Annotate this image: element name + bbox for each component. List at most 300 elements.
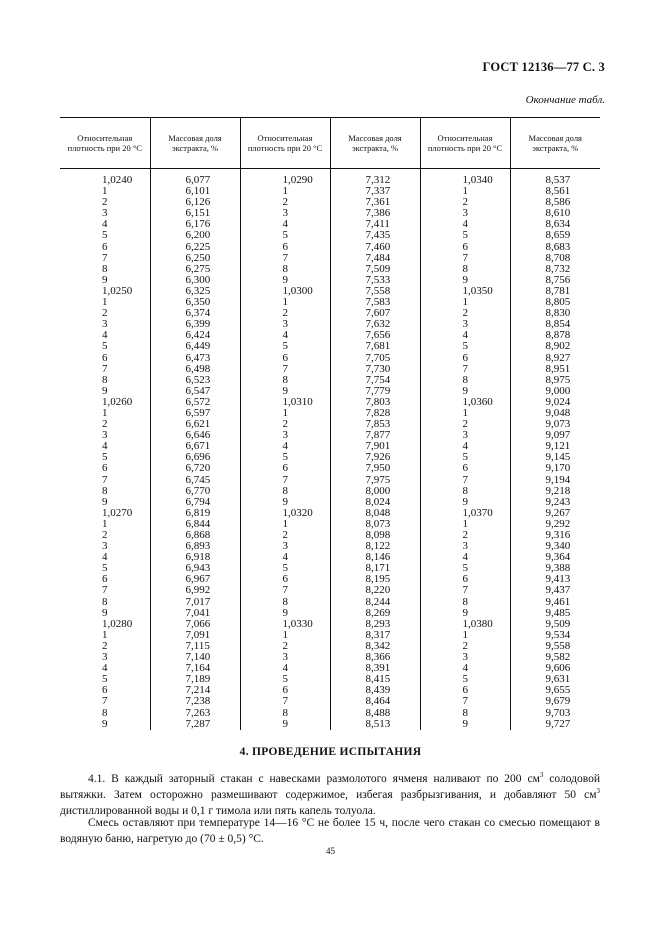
table-row — [60, 353, 600, 364]
density-cell: 3 — [420, 652, 510, 663]
extract-cell: 8,659 — [510, 230, 600, 241]
extract-cell: 6,275 — [150, 264, 240, 275]
col-header-extract-3: Массовая доля экстракта, % — [510, 118, 600, 169]
extract-cell: 7,705 — [330, 353, 420, 364]
extract-cell: 7,853 — [330, 419, 420, 430]
extract-cell: 6,547 — [150, 386, 240, 397]
density-cell: 8 — [240, 486, 330, 497]
table-row — [60, 563, 600, 574]
density-cell: 9 — [102, 495, 108, 508]
table-row — [60, 708, 600, 719]
density-cell: 3 — [102, 318, 108, 331]
extract-cell: 6,325 — [150, 286, 240, 297]
extract-cell: 7,066 — [150, 619, 240, 630]
density-cell: 4 — [420, 663, 510, 674]
density-cell: 2 — [240, 308, 330, 319]
table-row — [60, 574, 600, 585]
density-cell: 7 — [102, 362, 108, 375]
table-row — [60, 652, 600, 663]
extract-cell: 8,927 — [510, 353, 600, 364]
density-cell: 4 — [240, 663, 330, 674]
extract-cell: 9,631 — [510, 674, 600, 685]
density-cell: 9 — [420, 386, 510, 397]
extract-cell: 8,073 — [330, 519, 420, 530]
extract-cell: 9,316 — [510, 530, 600, 541]
table-row — [60, 608, 600, 619]
extract-cell: 7,435 — [330, 230, 420, 241]
extract-cell: 7,730 — [330, 364, 420, 375]
density-cell: 6 — [102, 462, 108, 475]
density-cell: 6 — [420, 463, 510, 474]
density-cell: 7 — [240, 696, 330, 707]
extract-cell: 9,509 — [510, 619, 600, 630]
extract-cell: 9,485 — [510, 608, 600, 619]
density-cell: 8 — [102, 706, 108, 719]
density-cell: 2 — [102, 307, 108, 320]
extract-cell: 7,386 — [330, 208, 420, 219]
extract-cell: 6,200 — [150, 230, 240, 241]
density-cell: 7 — [102, 695, 108, 708]
extract-cell: 9,194 — [510, 475, 600, 486]
table-row — [60, 696, 600, 707]
extract-cell: 6,794 — [150, 497, 240, 508]
table-row — [60, 397, 600, 408]
density-cell: 8 — [420, 264, 510, 275]
extract-cell: 9,413 — [510, 574, 600, 585]
density-cell: 2 — [102, 418, 108, 431]
table-row — [60, 530, 600, 541]
density-cell: 7 — [102, 473, 108, 486]
density-cell: 1 — [240, 519, 330, 530]
superscript-cm3: 3 — [596, 787, 600, 796]
density-cell: 6 — [420, 574, 510, 585]
extract-cell: 9,267 — [510, 508, 600, 519]
density-cell: 9 — [240, 719, 330, 730]
extract-cell: 6,992 — [150, 585, 240, 596]
density-cell: 5 — [102, 451, 108, 464]
extract-cell: 9,073 — [510, 419, 600, 430]
extract-cell: 6,300 — [150, 275, 240, 286]
density-cell: 2 — [420, 530, 510, 541]
table-row — [60, 169, 600, 187]
density-cell: 4 — [102, 662, 108, 675]
extract-cell: 8,293 — [330, 619, 420, 630]
extract-cell: 8,537 — [510, 169, 600, 187]
extract-cell: 8,805 — [510, 297, 600, 308]
extract-cell: 9,461 — [510, 597, 600, 608]
table-row — [60, 486, 600, 497]
density-cell: 4 — [102, 440, 108, 453]
density-cell: 3 — [102, 429, 108, 442]
table-row — [60, 253, 600, 264]
density-cell: 5 — [420, 452, 510, 463]
density-cell: 1 — [102, 628, 108, 641]
table-row — [60, 430, 600, 441]
density-cell: 4 — [420, 552, 510, 563]
extract-cell: 7,607 — [330, 308, 420, 319]
extract-cell: 8,854 — [510, 319, 600, 330]
density-cell: 7 — [240, 253, 330, 264]
extract-cell: 8,902 — [510, 341, 600, 352]
density-cell: 1,0260 — [102, 395, 133, 408]
density-cell: 8 — [102, 595, 108, 608]
extract-cell: 9,340 — [510, 541, 600, 552]
density-cell: 9 — [102, 606, 108, 619]
density-cell: 9 — [102, 384, 108, 397]
extract-cell: 7,017 — [150, 597, 240, 608]
extract-cell: 8,415 — [330, 674, 420, 685]
table-row — [60, 297, 600, 308]
extract-cell: 7,460 — [330, 242, 420, 253]
density-cell: 2 — [240, 197, 330, 208]
density-cell: 3 — [102, 540, 108, 553]
density-cell: 3 — [102, 651, 108, 664]
extract-cell: 7,263 — [150, 708, 240, 719]
extract-cell: 6,572 — [150, 397, 240, 408]
extract-cell: 7,361 — [330, 197, 420, 208]
table-row — [60, 519, 600, 530]
extract-cell: 6,819 — [150, 508, 240, 519]
density-cell: 3 — [240, 319, 330, 330]
table-row — [60, 308, 600, 319]
density-cell: 5 — [420, 341, 510, 352]
document-header: ГОСТ 12136—77 С. 3 — [482, 60, 605, 74]
extract-cell: 6,101 — [150, 186, 240, 197]
density-cell: 1 — [240, 186, 330, 197]
extract-cell: 6,151 — [150, 208, 240, 219]
paragraph-4-1-part-b: солодовой вытяжки. Затем осторожно размешивают содержимое, избегая разбрызгивания, и добавляют 50 см — [60, 773, 600, 801]
table-row — [60, 597, 600, 608]
extract-cell: 9,655 — [510, 685, 600, 696]
density-cell: 1 — [420, 519, 510, 530]
table-row — [60, 441, 600, 452]
extract-cell: 6,696 — [150, 452, 240, 463]
table-row — [60, 463, 600, 474]
table-header-row — [60, 118, 600, 169]
extract-cell: 6,918 — [150, 552, 240, 563]
density-cell: 1,0370 — [420, 508, 510, 519]
density-cell: 3 — [102, 207, 108, 220]
table-row — [60, 475, 600, 486]
density-cell: 6 — [102, 351, 108, 364]
extract-cell: 7,484 — [330, 253, 420, 264]
extract-cell: 9,121 — [510, 441, 600, 452]
density-cell: 7 — [420, 253, 510, 264]
paragraph-4-1-part-c: дистиллированной воды и 0,1 г тимола или пять капель толуола. — [60, 805, 376, 817]
density-cell: 4 — [240, 552, 330, 563]
table-row — [60, 286, 600, 297]
density-cell: 1,0290 — [240, 169, 330, 187]
extract-cell: 8,756 — [510, 275, 600, 286]
table-row — [60, 219, 600, 230]
table-row — [60, 275, 600, 286]
table-continuation-label: Окончание табл. — [525, 94, 605, 106]
density-cell: 7 — [420, 585, 510, 596]
density-cell: 7 — [420, 696, 510, 707]
table-row — [60, 452, 600, 463]
extract-cell: 7,583 — [330, 297, 420, 308]
density-cell: 7 — [420, 475, 510, 486]
density-cell: 4 — [420, 330, 510, 341]
table-row — [60, 630, 600, 641]
extract-cell: 6,720 — [150, 463, 240, 474]
density-cell: 3 — [240, 430, 330, 441]
density-cell: 9 — [102, 273, 108, 286]
density-cell: 1,0270 — [102, 506, 133, 519]
extract-cell: 9,534 — [510, 630, 600, 641]
extract-cell: 6,225 — [150, 242, 240, 253]
density-cell: 7 — [240, 585, 330, 596]
density-cell: 2 — [240, 419, 330, 430]
density-cell: 4 — [102, 218, 108, 231]
density-cell: 3 — [240, 208, 330, 219]
extract-cell: 8,781 — [510, 286, 600, 297]
extract-cell: 8,098 — [330, 530, 420, 541]
density-cell: 8 — [240, 264, 330, 275]
density-cell: 6 — [420, 242, 510, 253]
density-cell: 3 — [420, 541, 510, 552]
extract-cell: 8,975 — [510, 375, 600, 386]
density-cell: 8 — [420, 486, 510, 497]
density-cell: 6 — [240, 574, 330, 585]
density-cell: 1 — [240, 408, 330, 419]
table-body — [60, 169, 600, 730]
extract-cell: 8,586 — [510, 197, 600, 208]
superscript-cm3: 3 — [539, 771, 544, 780]
extract-cell: 7,312 — [330, 169, 420, 187]
density-cell: 8 — [420, 375, 510, 386]
density-cell: 9 — [420, 497, 510, 508]
extract-cell: 8,000 — [330, 486, 420, 497]
density-cell: 3 — [420, 430, 510, 441]
paragraph-4-1-part-a: 4.1. В каждый заторный стакан с навесками размолотого ячменя наливают по 200 см — [88, 773, 540, 785]
extract-cell: 7,238 — [150, 696, 240, 707]
extract-cell: 7,214 — [150, 685, 240, 696]
density-cell: 1 — [420, 630, 510, 641]
density-cell: 9 — [240, 608, 330, 619]
extract-cell: 8,366 — [330, 652, 420, 663]
extract-cell: 7,975 — [330, 475, 420, 486]
extract-cell: 9,292 — [510, 519, 600, 530]
table-row — [60, 585, 600, 596]
col-header-density-1: Относительная плотность при 20 °С — [60, 118, 150, 169]
extract-cell: 6,399 — [150, 319, 240, 330]
paragraph-4-1 — [60, 771, 600, 819]
extract-cell: 8,830 — [510, 308, 600, 319]
extract-cell: 8,024 — [330, 497, 420, 508]
density-cell: 2 — [240, 641, 330, 652]
table-row — [60, 230, 600, 241]
density-cell: 1,0350 — [420, 286, 510, 297]
density-cell: 4 — [240, 219, 330, 230]
density-cell: 3 — [420, 208, 510, 219]
density-cell: 8 — [102, 262, 108, 275]
section-title: 4. ПРОВЕДЕНИЕ ИСПЫТАНИЯ — [239, 746, 422, 758]
density-cell: 2 — [420, 641, 510, 652]
density-cell: 1,0240 — [102, 174, 133, 186]
extract-cell: 8,439 — [330, 685, 420, 696]
density-cell: 2 — [102, 639, 108, 652]
table-row — [60, 619, 600, 630]
extract-cell: 8,317 — [330, 630, 420, 641]
extract-cell: 9,606 — [510, 663, 600, 674]
density-cell: 7 — [240, 475, 330, 486]
extract-cell: 7,509 — [330, 264, 420, 275]
extract-cell: 6,844 — [150, 519, 240, 530]
density-cell: 3 — [240, 652, 330, 663]
extract-cell: 7,828 — [330, 408, 420, 419]
extract-cell: 7,533 — [330, 275, 420, 286]
extract-cell: 7,041 — [150, 608, 240, 619]
col-header-density-3: Относительная плотность при 20 °С — [420, 118, 510, 169]
density-cell: 7 — [102, 251, 108, 264]
extract-cell: 7,411 — [330, 219, 420, 230]
density-cell: 4 — [240, 441, 330, 452]
density-cell: 5 — [420, 230, 510, 241]
extract-cell: 7,803 — [330, 397, 420, 408]
table-row — [60, 419, 600, 430]
density-cell: 1 — [102, 185, 108, 198]
density-cell: 1,0310 — [240, 397, 330, 408]
density-cell: 2 — [420, 308, 510, 319]
density-cell: 4 — [240, 330, 330, 341]
density-cell: 1,0360 — [420, 397, 510, 408]
density-cell: 2 — [102, 196, 108, 209]
table-row — [60, 508, 600, 519]
density-cell: 9 — [102, 717, 108, 730]
table-row — [60, 663, 600, 674]
density-cell: 1 — [102, 296, 108, 309]
density-cell: 9 — [240, 275, 330, 286]
density-cell: 7 — [102, 584, 108, 597]
density-cell: 9 — [420, 275, 510, 286]
density-cell: 5 — [102, 562, 108, 575]
density-cell: 8 — [102, 373, 108, 386]
density-cell: 1,0250 — [102, 284, 133, 297]
extract-cell: 6,597 — [150, 408, 240, 419]
table-row — [60, 330, 600, 341]
extract-cell: 6,523 — [150, 375, 240, 386]
extract-cell: 8,391 — [330, 663, 420, 674]
extract-cell: 8,269 — [330, 608, 420, 619]
density-cell: 9 — [240, 386, 330, 397]
table-row — [60, 386, 600, 397]
density-cell: 1 — [240, 297, 330, 308]
density-cell: 2 — [102, 529, 108, 541]
extract-cell: 9,679 — [510, 696, 600, 707]
extract-cell: 7,656 — [330, 330, 420, 341]
extract-cell: 7,115 — [150, 641, 240, 652]
table-row — [60, 719, 600, 730]
density-cell: 7 — [420, 364, 510, 375]
col-header-density-2: Относительная плотность при 20 °С — [240, 118, 330, 169]
density-cell: 4 — [102, 329, 108, 342]
extract-cell: 6,077 — [150, 169, 240, 187]
table-row — [60, 242, 600, 253]
density-extract-table — [60, 117, 600, 730]
extract-cell: 6,943 — [150, 563, 240, 574]
extract-cell: 6,967 — [150, 574, 240, 585]
extract-cell: 6,745 — [150, 475, 240, 486]
density-cell: 6 — [240, 685, 330, 696]
table-row — [60, 497, 600, 508]
extract-cell: 9,703 — [510, 708, 600, 719]
density-cell: 2 — [420, 419, 510, 430]
density-cell: 3 — [240, 541, 330, 552]
extract-cell: 9,048 — [510, 408, 600, 419]
paragraph-mixture: Смесь оставляют при температуре 14—16 °С не более 15 ч, после чего стакан со смесью помещают в водяную баню, нагретую до (70 ± 0,5) °С. — [60, 817, 600, 845]
density-cell: 1,0330 — [240, 619, 330, 630]
density-cell: 1,0340 — [420, 169, 510, 187]
density-cell: 4 — [420, 441, 510, 452]
extract-cell: 6,176 — [150, 219, 240, 230]
extract-cell: 6,126 — [150, 197, 240, 208]
table-row — [60, 408, 600, 419]
extract-cell: 8,634 — [510, 219, 600, 230]
extract-cell: 8,708 — [510, 253, 600, 264]
extract-cell: 9,243 — [510, 497, 600, 508]
density-cell: 6 — [102, 573, 108, 586]
extract-cell: 7,140 — [150, 652, 240, 663]
extract-cell: 8,488 — [330, 708, 420, 719]
col-header-extract-2: Массовая доля экстракта, % — [330, 118, 420, 169]
extract-cell: 9,097 — [510, 430, 600, 441]
extract-cell: 8,342 — [330, 641, 420, 652]
extract-cell: 8,244 — [330, 597, 420, 608]
extract-cell: 6,498 — [150, 364, 240, 375]
extract-cell: 6,449 — [150, 341, 240, 352]
table-row — [60, 375, 600, 386]
density-cell: 8 — [240, 597, 330, 608]
density-cell: 1,0320 — [240, 508, 330, 519]
extract-cell: 7,754 — [330, 375, 420, 386]
table-row — [60, 364, 600, 375]
density-cell: 2 — [240, 530, 330, 541]
table-row — [60, 341, 600, 352]
extract-cell: 7,681 — [330, 341, 420, 352]
extract-cell: 8,195 — [330, 574, 420, 585]
density-cell: 6 — [102, 684, 108, 697]
extract-cell: 8,951 — [510, 364, 600, 375]
extract-cell: 7,901 — [330, 441, 420, 452]
density-cell: 1 — [420, 408, 510, 419]
extract-cell: 6,893 — [150, 541, 240, 552]
table-row — [60, 641, 600, 652]
extract-cell: 6,621 — [150, 419, 240, 430]
density-cell: 5 — [102, 340, 108, 353]
table-row — [60, 208, 600, 219]
extract-cell: 7,164 — [150, 663, 240, 674]
extract-cell: 8,561 — [510, 186, 600, 197]
density-cell: 9 — [420, 719, 510, 730]
table-row — [60, 674, 600, 685]
density-cell: 1 — [240, 630, 330, 641]
density-cell: 9 — [240, 497, 330, 508]
extract-cell: 8,610 — [510, 208, 600, 219]
density-cell: 1 — [102, 406, 108, 419]
table-row — [60, 186, 600, 197]
density-cell: 4 — [102, 551, 108, 564]
extract-cell: 6,868 — [150, 530, 240, 541]
extract-cell: 6,424 — [150, 330, 240, 341]
table-row — [60, 264, 600, 275]
extract-cell: 9,437 — [510, 585, 600, 596]
extract-cell: 6,671 — [150, 441, 240, 452]
extract-cell: 7,337 — [330, 186, 420, 197]
density-cell: 5 — [240, 230, 330, 241]
extract-cell: 7,779 — [330, 386, 420, 397]
extract-cell: 8,683 — [510, 242, 600, 253]
